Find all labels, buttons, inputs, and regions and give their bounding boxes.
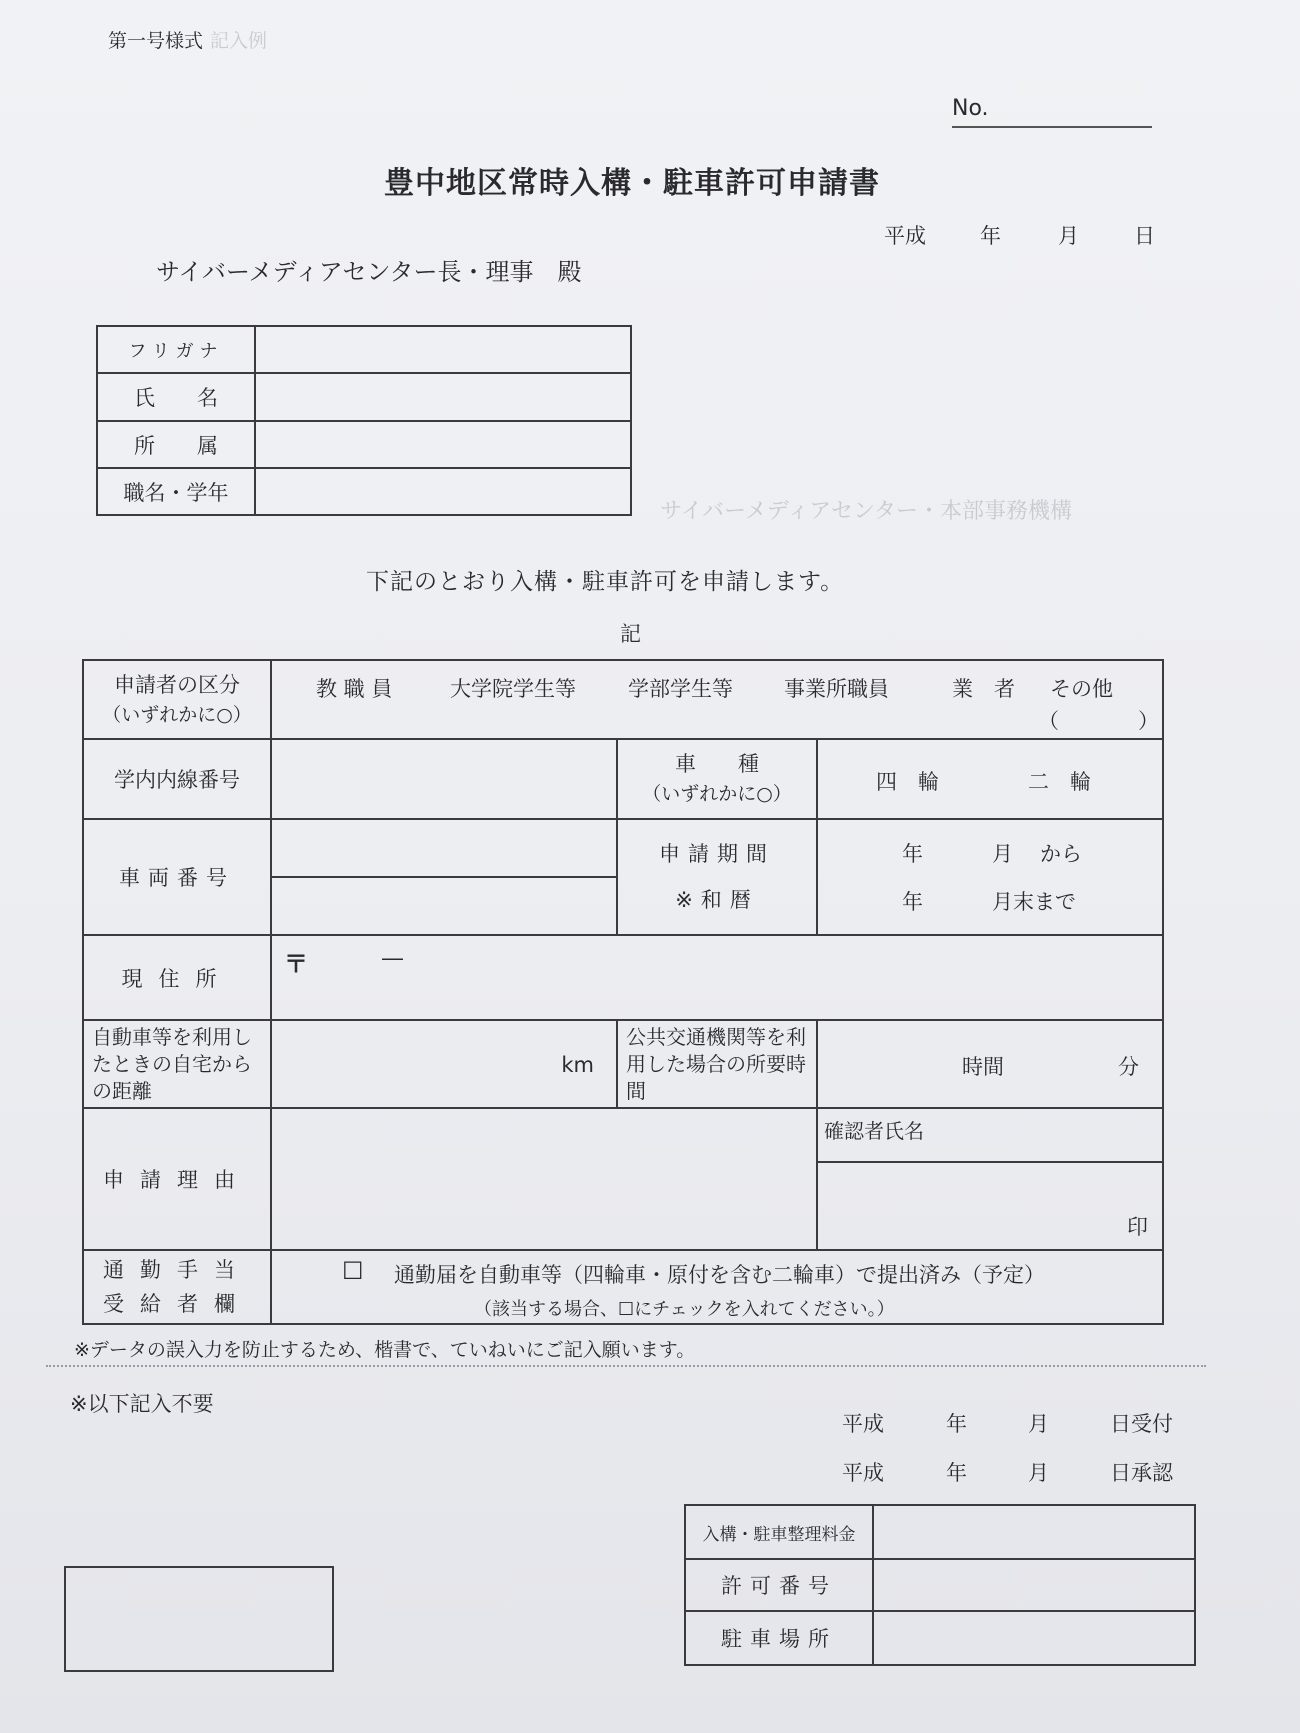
category-option-other[interactable]: その他 <box>1050 677 1113 701</box>
ki-mark: 記 <box>620 622 641 646</box>
commute-label: 通勤手当 <box>103 1258 251 1282</box>
transit-hours: 時間 <box>962 1055 1004 1079</box>
permit-number-label: 許可番号 <box>685 1559 873 1611</box>
period-label-cell <box>617 819 817 935</box>
period-from-suffix: から <box>1040 842 1082 866</box>
category-option-office-staff[interactable]: 事業所職員 <box>784 677 889 701</box>
fee-field[interactable] <box>873 1505 1195 1559</box>
approved-month: 月 <box>1028 1461 1049 1485</box>
received-year: 年 <box>946 1412 967 1436</box>
office-use-note: ※以下記入不要 <box>70 1392 214 1416</box>
period-to-suffix: 月末まで <box>992 890 1076 914</box>
no-underline <box>952 126 1152 128</box>
distance-unit: km <box>561 1053 594 1077</box>
fee-label: 入構・駐車整理料金 <box>685 1505 873 1559</box>
approved-suffix: 日承認 <box>1110 1461 1173 1485</box>
applicant-table <box>96 325 632 516</box>
category-hint: （いずれかに○） <box>102 703 252 726</box>
position-field[interactable] <box>255 468 631 515</box>
other-paren-open: （ <box>1038 709 1059 733</box>
vehicle-type-two-wheel[interactable]: 二 輪 <box>1028 770 1091 794</box>
main-table <box>82 659 1164 1325</box>
no-label: No. <box>952 96 989 121</box>
period-to-year: 年 <box>902 890 923 914</box>
extension-field[interactable] <box>271 739 617 819</box>
commute-note: （該当する場合、☐にチェックを入れてください。） <box>474 1299 895 1320</box>
date-year: 年 <box>980 224 1001 248</box>
category-option-graduate[interactable]: 大学院学生等 <box>450 677 576 701</box>
category-option-faculty[interactable]: 教 職 員 <box>316 677 393 701</box>
addressee: サイバーメディアセンター長・理事 殿 <box>156 258 582 286</box>
received-month: 月 <box>1028 1412 1049 1436</box>
address-label: 現住所 <box>83 935 271 1020</box>
statement: 下記のとおり入構・駐車許可を申請します。 <box>366 569 845 595</box>
vehicle-number-field-1[interactable] <box>271 819 617 877</box>
distance-label: 自動車等を利用したときの自宅からの距離 <box>83 1020 271 1108</box>
notice: ※データの誤入力を防止するため、楷書で、ていねいにご記入願います。 <box>74 1339 696 1361</box>
period-from-month: 月 <box>992 842 1013 866</box>
permit-number-field[interactable] <box>873 1559 1195 1611</box>
vehicle-type-four-wheel[interactable]: 四 輪 <box>876 770 939 794</box>
form-title: 豊中地区常時入構・駐車許可申請書 <box>384 166 880 201</box>
other-paren-close: ） <box>1138 709 1159 733</box>
vehicle-type-options-cell <box>817 739 1163 819</box>
category-label: 申請者の区分 <box>114 672 240 697</box>
period-from-year: 年 <box>902 842 923 866</box>
commute-checkbox[interactable]: ☐ <box>342 1257 364 1285</box>
parking-location-label: 駐車場所 <box>685 1611 873 1665</box>
category-option-undergraduate[interactable]: 学部学生等 <box>628 677 733 701</box>
postal-dash: ― <box>382 946 403 970</box>
address-field[interactable] <box>271 935 1163 1020</box>
received-suffix: 日受付 <box>1110 1412 1173 1436</box>
reason-field[interactable] <box>271 1108 817 1250</box>
extension-label: 学内内線番号 <box>83 739 271 819</box>
date-day: 日 <box>1134 224 1155 248</box>
confirmer-cell[interactable] <box>817 1108 1163 1162</box>
vehicle-type-label-cell <box>617 739 817 819</box>
commute-label-2: 受給者欄 <box>103 1292 251 1316</box>
commute-text: 通勤届を自動車等（四輪車・原付を含む二輪車）で提出済み（予定） <box>394 1263 1045 1287</box>
seal-mark: 印 <box>1127 1215 1148 1239</box>
ghost-stamp: 記入例 <box>210 30 268 52</box>
confirmer-label: 確認者氏名 <box>824 1119 924 1143</box>
furigana-label: フリガナ <box>97 326 255 373</box>
reason-label: 申請理由 <box>83 1108 271 1250</box>
vehicle-type-label: 車 種 <box>675 752 759 776</box>
period-field[interactable] <box>817 819 1163 935</box>
position-label: 職名・学年 <box>97 468 255 515</box>
category-option-contractor[interactable]: 業 者 <box>952 677 1015 701</box>
commute-cell <box>271 1250 1163 1324</box>
affiliation-label: 所 属 <box>97 421 255 468</box>
category-label-cell <box>83 660 271 739</box>
received-era: 平成 <box>842 1412 884 1436</box>
form-number: 第一号様式 <box>108 30 204 52</box>
postal-mark: 〒 <box>284 950 308 978</box>
furigana-field[interactable] <box>255 326 631 373</box>
transit-field[interactable] <box>817 1020 1163 1108</box>
transit-label: 公共交通機関等を利用した場合の所要時間 <box>617 1020 817 1108</box>
office-table <box>684 1504 1196 1666</box>
stamp-box <box>64 1566 334 1672</box>
period-label: 申請期間 <box>659 842 775 866</box>
transit-minutes: 分 <box>1118 1055 1139 1079</box>
vehicle-number-label: 車両番号 <box>83 819 271 935</box>
date-era: 平成 <box>884 224 926 248</box>
period-hint: ※和暦 <box>675 888 759 912</box>
approved-year: 年 <box>946 1461 967 1485</box>
cut-line <box>46 1365 1206 1367</box>
date-month: 月 <box>1058 224 1079 248</box>
seal-cell[interactable] <box>817 1162 1163 1250</box>
category-options-cell <box>271 660 1163 739</box>
vehicle-type-hint: （いずれかに○） <box>642 783 792 805</box>
commute-label-cell <box>83 1250 271 1324</box>
ghost-department: サイバーメディアセンター・本部事務機構 <box>660 499 1073 524</box>
approved-era: 平成 <box>842 1461 884 1485</box>
parking-location-field[interactable] <box>873 1611 1195 1665</box>
affiliation-field[interactable] <box>255 421 631 468</box>
name-label: 氏 名 <box>97 373 255 421</box>
vehicle-number-field-2[interactable] <box>271 877 617 935</box>
distance-field[interactable] <box>271 1020 617 1108</box>
name-field[interactable] <box>255 373 631 421</box>
